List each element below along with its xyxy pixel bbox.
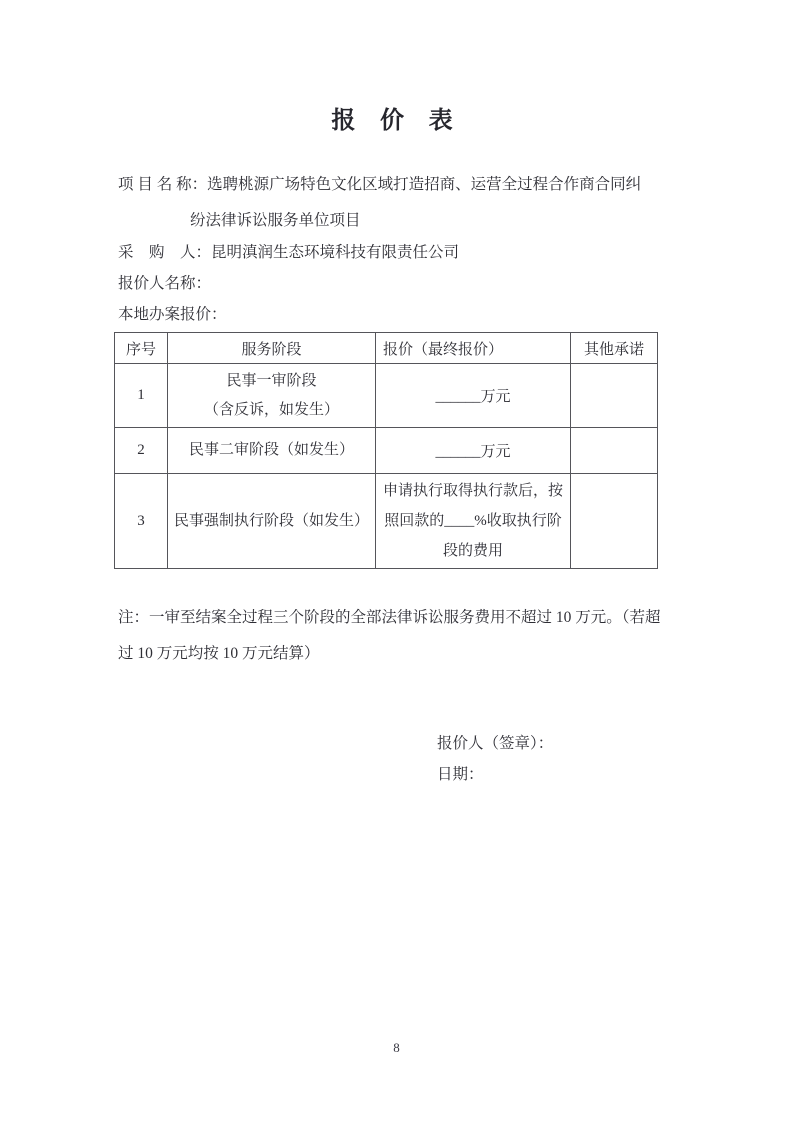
project-name-value-line1: 选聘桃源广场特色文化区域打造招商、运营全过程合作商合同纠 bbox=[207, 176, 642, 193]
table-row bbox=[115, 428, 658, 474]
project-name-value-line2: 纷法律诉讼服务单位项目 bbox=[190, 212, 361, 229]
row-other-commitments bbox=[571, 364, 658, 428]
note-line2: 过 10 万元均按 10 万元结算） bbox=[118, 645, 320, 662]
header-service-stage: 服务阶段 bbox=[168, 333, 376, 364]
table-row bbox=[115, 474, 658, 569]
header-final-price: 报价（最终报价） bbox=[376, 333, 571, 364]
buyer-value: 昆明滇润生态环境科技有限责任公司 bbox=[211, 244, 460, 261]
quotation-table bbox=[114, 332, 658, 569]
buyer-line bbox=[118, 240, 459, 262]
row-service-stage bbox=[168, 364, 376, 428]
row-seq-no: 3 bbox=[115, 474, 168, 569]
row-seq-no: 2 bbox=[115, 428, 168, 474]
row-service-stage bbox=[168, 428, 376, 474]
row-service-stage bbox=[168, 474, 376, 569]
table-header-row bbox=[115, 333, 658, 364]
row-seq-no: 1 bbox=[115, 364, 168, 428]
date-label: 日期： bbox=[437, 766, 484, 783]
stage-line: （含反诉，如发生） bbox=[203, 401, 339, 418]
buyer-label: 采 购 人： bbox=[118, 244, 212, 261]
row-other-commitments bbox=[571, 428, 658, 474]
header-seq-no: 序号 bbox=[115, 333, 168, 364]
row-other-commitments bbox=[571, 474, 658, 569]
header-other-commitments: 其他承诺 bbox=[571, 333, 658, 364]
stage-line: 民事一审阶段 bbox=[226, 372, 317, 389]
note-line1: 注：一审至结案全过程三个阶段的全部法律诉讼服务费用不超过 10 万元。（若超 bbox=[118, 609, 661, 626]
project-name-line bbox=[118, 172, 641, 194]
project-name-label: 项 目 名 称： bbox=[118, 176, 208, 193]
signer-label: 报价人（签章）： bbox=[437, 735, 554, 752]
bidder-name-label: 报价人名称： bbox=[118, 275, 212, 292]
stage-line: 民事强制执行阶段（如发生） bbox=[173, 512, 369, 529]
page-title: 报 价 表 bbox=[331, 107, 462, 134]
row-price-blank: ______万元 bbox=[376, 428, 571, 474]
local-quote-label: 本地办案报价： bbox=[118, 306, 227, 323]
row-price-blank: ______万元 bbox=[376, 364, 571, 428]
table-row bbox=[115, 364, 658, 428]
page-number: 8 bbox=[393, 1040, 400, 1055]
row-price-terms: 申请执行取得执行款后，按照回款的____%收取执行阶段的费用 bbox=[376, 474, 571, 569]
stage-line: 民事二审阶段（如发生） bbox=[188, 442, 354, 458]
